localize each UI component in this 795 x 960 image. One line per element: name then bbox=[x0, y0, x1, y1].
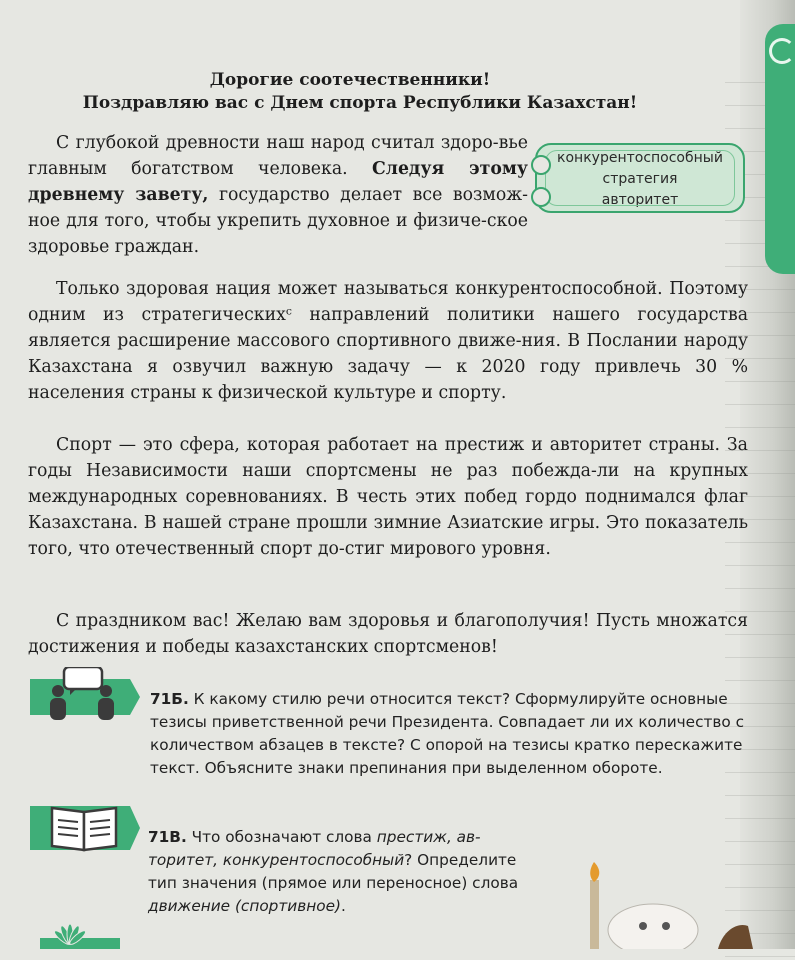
greeting-heading: Дорогие соотечественники! bbox=[209, 70, 491, 90]
vocab-word: стратегия bbox=[602, 171, 678, 187]
paragraph-1-start: С глубокой древности наш народ считал здоро-вье главным богатством человека. bbox=[28, 133, 528, 179]
flower-icon bbox=[40, 920, 120, 949]
paragraph-3-text: Спорт — это сфера, которая работает на престиж и авторитет страны. За годы Независимости наши спортсмены не раз побежда-ли на крупных международных соревнованиях. В честь этих побед гордо поднимался флаг Казахстана. В нашей стране прошли зимние Азиатские игры. Это показатель того, что отечественный спорт до-стиг мирового уровня. bbox=[28, 435, 748, 559]
task-71v bbox=[148, 826, 548, 918]
paragraph-4-text: С праздником вас! Желаю вам здоровья и благополучия! Пусть множатся достижения и победы казахстанских спортсменов! bbox=[28, 611, 748, 657]
vocab-word: конкурентоспособный bbox=[557, 150, 723, 166]
green-page-tab bbox=[765, 24, 795, 274]
swirl-ornament-icon bbox=[531, 187, 551, 207]
task-number: 71Б. bbox=[150, 690, 189, 708]
paragraph-4 bbox=[28, 608, 748, 660]
paragraph-1-end: государство делает все возмож-ное для того, чтобы укрепить духовное и физиче-ское здоровье граждан. bbox=[28, 185, 528, 257]
paragraph-1 bbox=[28, 130, 528, 260]
paragraph-3 bbox=[28, 432, 748, 562]
congratulation-heading: Поздравляю вас с Днем спорта Республики Казахстан! bbox=[82, 93, 638, 113]
illustration-icon bbox=[578, 860, 753, 949]
task-number: 71В. bbox=[148, 828, 187, 846]
swirl-ornament-icon bbox=[531, 155, 551, 175]
task-71b-text: К какому стилю речи относится текст? Сформулируйте основные тезисы приветственной речи Президента. Совпадает ли их количество с количеством абзацев в тексте? С опорой на тезисы кратко перескажите текст. Объясните знаки препинания при выделенном обороте. bbox=[150, 690, 745, 777]
book-icon bbox=[30, 800, 140, 860]
vocabulary-box-inner-border bbox=[545, 150, 735, 206]
task-71v-text: Что обозначают слова bbox=[186, 828, 377, 846]
paragraph-2-text: Только здоровая нация может называться конкурентоспособной. Поэтому одним из стратегическихᶜ направлений политики нашего государства является расширение массового спортивного движе-ния. В Послании народу Казахстана я озвучил важную задачу — к 2020 году привлечь 30 % населения страны к физической культуре и спорту. bbox=[28, 279, 748, 403]
italic-words: престиж, ав-торитет, конкурентоспособный bbox=[148, 828, 481, 869]
task-71v-text: . bbox=[341, 897, 346, 915]
task-71v-text: ? Определите тип значения (прямое или переносное) слова bbox=[148, 851, 519, 892]
vocabulary-box bbox=[535, 143, 745, 213]
highlighted-phrase: Следуя этому древнему завету, bbox=[28, 159, 528, 205]
people-icon bbox=[30, 667, 140, 727]
speech-bubble-icon bbox=[64, 667, 102, 689]
vocab-word: авторитет bbox=[601, 192, 679, 208]
task-71b bbox=[150, 688, 765, 780]
italic-words: движение (спортивное) bbox=[148, 897, 341, 915]
paragraph-2 bbox=[28, 276, 748, 406]
